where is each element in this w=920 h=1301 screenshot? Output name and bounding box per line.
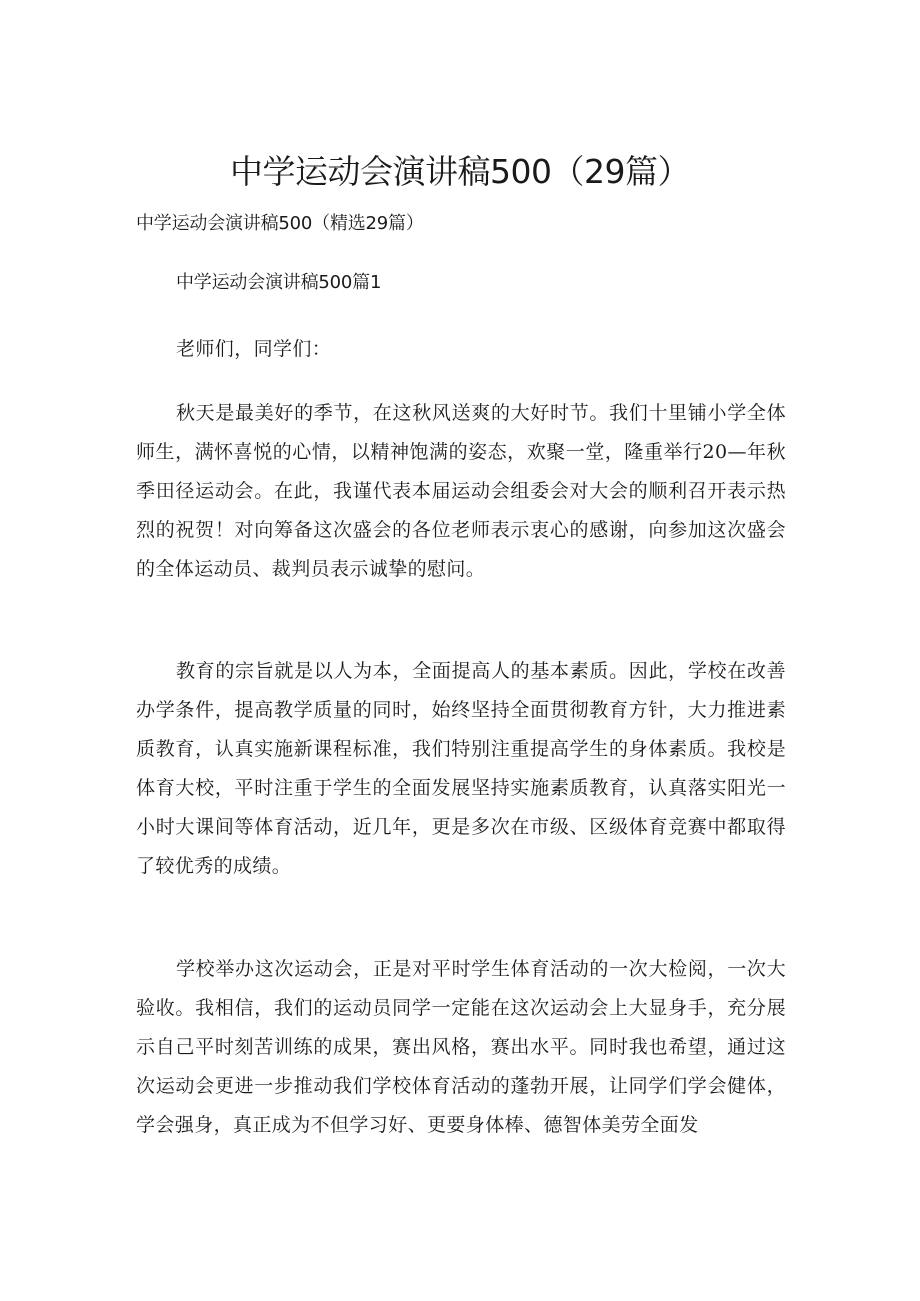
section-heading: 中学运动会演讲稿500篇1: [176, 272, 382, 293]
body-paragraph: 秋天是最美好的季节，在这秋风送爽的大好时节。我们十里铺小学全体师生，满怀喜悦的心情，以精神饱满的姿态，欢聚一堂，隆重举行20—年秋季田径运动会。在此，我谨代表本届运动会组委会对大会的顺利召开表示热烈的祝贺！对向筹备这次盛会的各位老师表示衷心的感谢，向参加这次盛会的全体运动员、裁判员表示诚挚的慰问。: [136, 402, 786, 580]
document-subtitle: 中学运动会演讲稿500（精选29篇）: [136, 213, 424, 234]
body-paragraph: 教育的宗旨就是以人为本，全面提高人的基本素质。因此，学校在改善办学条件，提高教学质量的同时，始终坚持全面贯彻教育方针，大力推进素质教育，认真实施新课程标准，我们特别注重提高学生的身体素质。我校是体育大校，平时注重于学生的全面发展坚持实施素质教育，认真落实阳光一小时大课间等体育活动，近几年，更是多次在市级、区级体育竞赛中都取得了较优秀的成绩。: [136, 660, 786, 877]
document-title: 中学运动会演讲稿500（29篇）: [230, 152, 690, 191]
body-paragraph: 学校举办这次运动会，正是对平时学生体育活动的一次大检阅，一次大验收。我相信，我们的运动员同学一定能在这次运动会上大显身手，充分展示自己平时刻苦训练的成果，赛出风格，赛出水平。同时我也希望，通过这次运动会更进一步推动我们学校体育活动的蓬勃开展，让同学们学会健体，学会强身，真正成为不但学习好、更要身体棒、德智体美劳全面发: [136, 958, 786, 1136]
greeting-line: 老师们，同学们：: [176, 338, 332, 360]
